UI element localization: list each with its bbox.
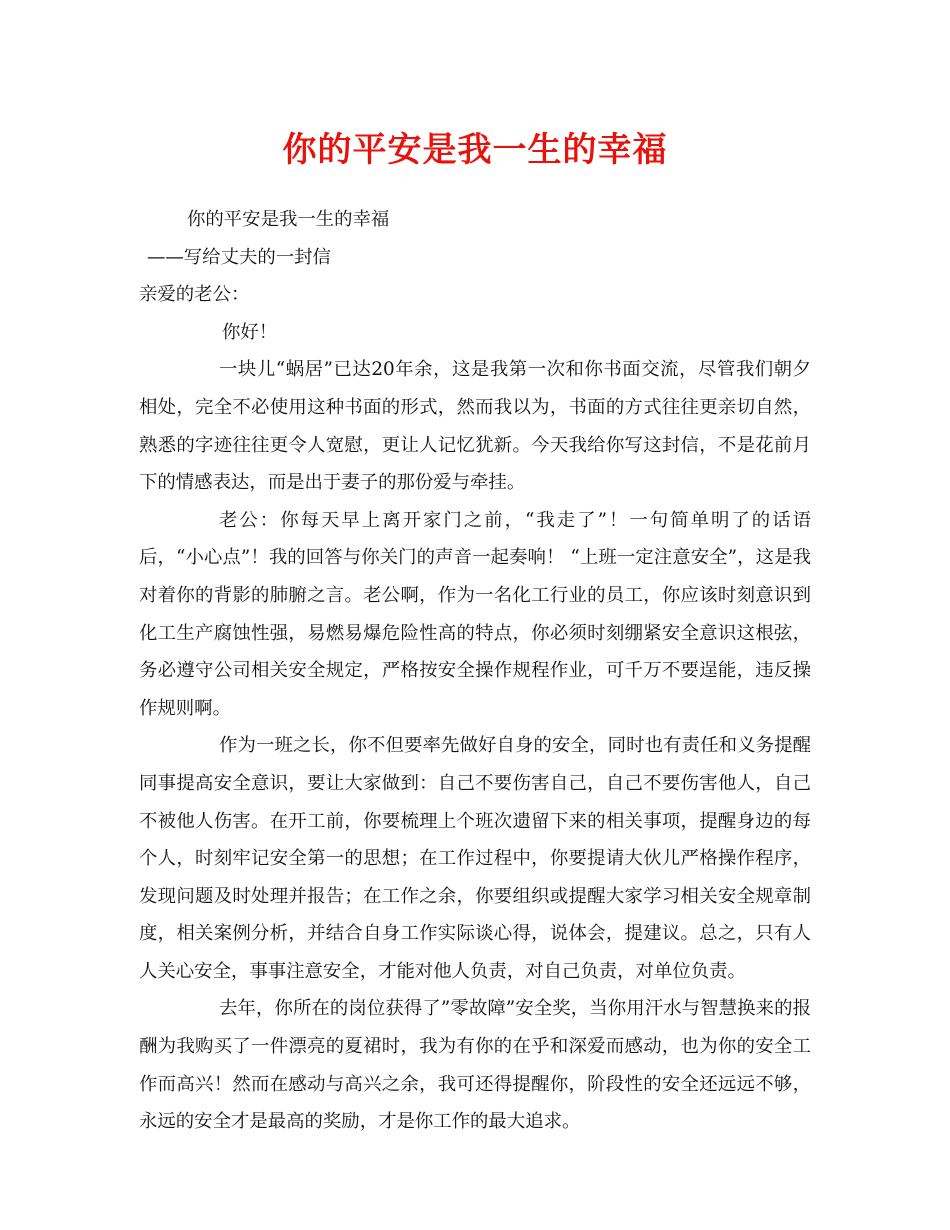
greeting: 你好！ — [222, 321, 278, 343]
letter-body — [139, 201, 811, 1141]
page-title: 你的平安是我一生的幸福 — [282, 130, 668, 170]
paragraph-3: 作为一班之长，你不但要率先做好自身的安全，同时也有责任和义务提醒同事提高安全意识，要让大家做到：自己不要伤害自己，自己不要伤害他人，自己不被他人伤害。在开工前，你要梳理上个班次遗留下来的相关事项，提醒身边的每个人，时刻牢记安全第一的思想；在工作过程中，你要提请大伙儿严格操作程序，发现问题及时处理并报告；在工作之余，你要组织或提醒大家学习相关安全规章制度，相关案例分析，并结合自身工作实际谈心得，说体会，提建议。总之，只有人人关心安全，事事注意安全，才能对他人负责，对自己负责，对单位负责。 — [139, 735, 811, 982]
paragraph-2: 老公：你每天早上离开家门之前，“我走了”！一句简单明了的话语后，“小心点”！我的回答与你关门的声音一起奏响！ “上班一定注意安全”，这是我对着你的背影的肺腑之言。老公啊，作为一名化工行业的员工，你应该时刻意识到化工生产腐蚀性强，易燃易爆危险性高的特点，你必须时刻绷紧安全意识这根弦，务必遵守公司相关安全规定，严格按安全操作规程作业，可千万不要逞能，违反操作规则啊。 — [139, 509, 811, 719]
letter-byline: ——写给丈夫的一封信 — [147, 246, 331, 268]
paragraph-4: 去年，你所在的岗位获得了”零故障”安全奖，当你用汗水与智慧换来的报酬为我购买了一件漂亮的夏裙时，我为有你的在乎和深爱而感动，也为你的安全工作而高兴！然而在感动与高兴之余，我可还得提醒你，阶段性的安全还远远不够，永远的安全才是最高的奖励，才是你工作的最大追求。 — [139, 998, 811, 1133]
letter-subtitle: 你的平安是我一生的幸福 — [187, 209, 390, 230]
salutation: 亲爱的老公： — [139, 284, 250, 306]
paragraph-1: 一块儿“蜗居”已达20年余，这是我第一次和你书面交流，尽管我们朝夕相处，完全不必使用这种书面的形式，然而我以为，书面的方式往往更亲切自然，熟悉的字迹往往更令人宽慰，更让人记忆犹新。今天我给你写这封信，不是花前月下的情感表达，而是出于妻子的那份爱与牵挂。 — [139, 359, 811, 494]
